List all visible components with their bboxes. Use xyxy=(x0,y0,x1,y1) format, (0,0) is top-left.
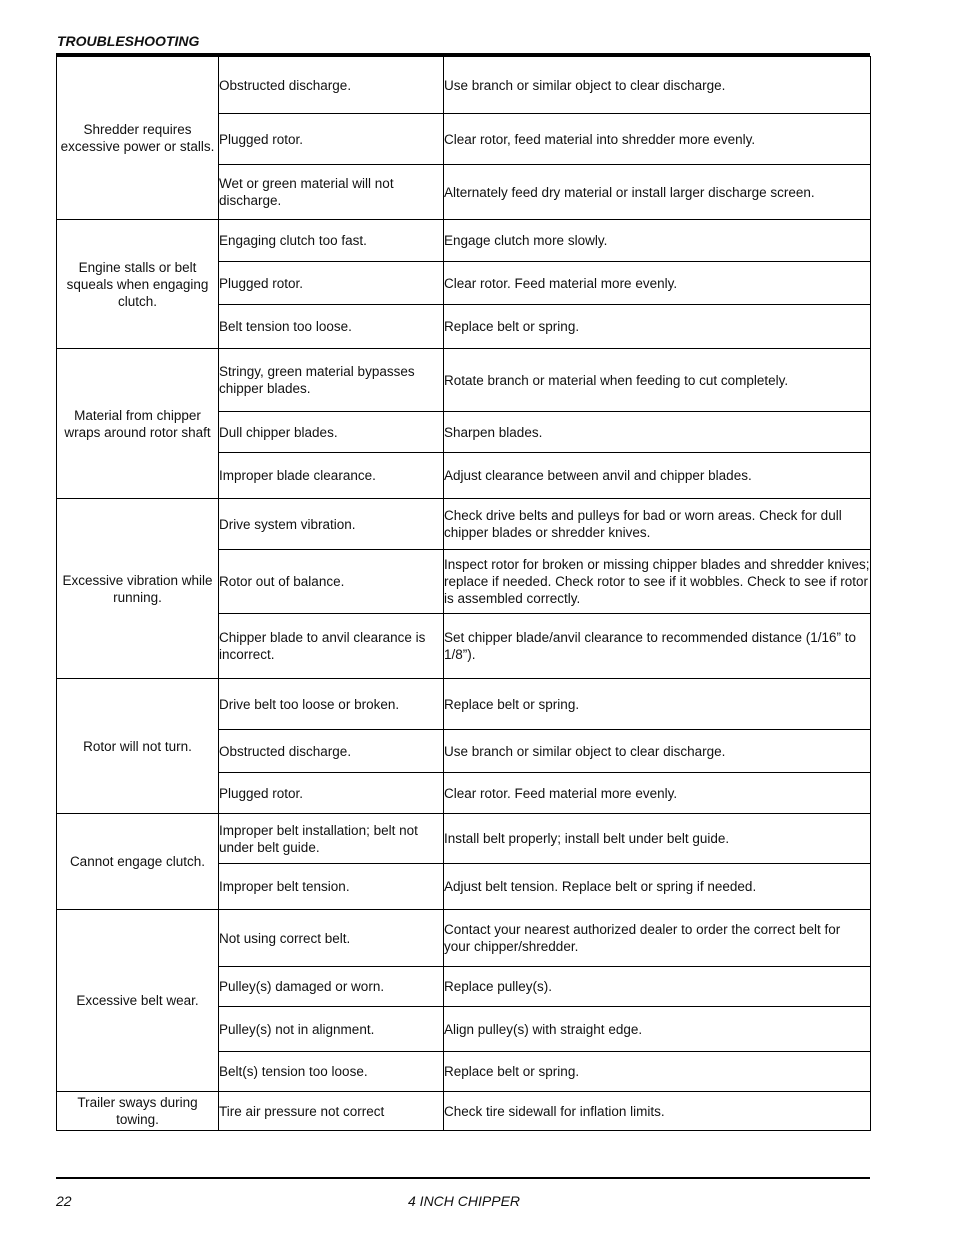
cause-cell: Improper belt tension. xyxy=(219,864,444,910)
cause-cell: Drive system vibration. xyxy=(219,499,444,550)
remedy-cell: Use branch or similar object to clear discharge. xyxy=(444,57,871,114)
remedy-cell: Alternately feed dry material or install larger discharge screen. xyxy=(444,165,871,220)
cause-cell: Obstructed discharge. xyxy=(219,57,444,114)
footer-divider xyxy=(56,1177,870,1179)
table-row xyxy=(57,499,871,550)
remedy-cell: Use branch or similar object to clear discharge. xyxy=(444,730,871,773)
troubleshooting-table xyxy=(56,56,871,1131)
table-row xyxy=(57,220,871,262)
cause-cell: Not using correct belt. xyxy=(219,910,444,967)
problem-cell: Shredder requires excessive power or stalls. xyxy=(57,57,219,220)
remedy-cell: Engage clutch more slowly. xyxy=(444,220,871,262)
cause-cell: Improper blade clearance. xyxy=(219,453,444,499)
cause-cell: Plugged rotor. xyxy=(219,773,444,814)
cause-cell: Rotor out of balance. xyxy=(219,550,444,614)
remedy-cell: Adjust clearance between anvil and chipper blades. xyxy=(444,453,871,499)
remedy-cell: Contact your nearest authorized dealer to order the correct belt for your chipper/shredder. xyxy=(444,910,871,967)
cause-cell: Belt(s) tension too loose. xyxy=(219,1052,444,1092)
remedy-cell: Check tire sidewall for inflation limits. xyxy=(444,1092,871,1131)
problem-cell: Engine stalls or belt squeals when engaging clutch. xyxy=(57,220,219,349)
remedy-cell: Sharpen blades. xyxy=(444,412,871,453)
problem-cell: Material from chipper wraps around rotor shaft xyxy=(57,349,219,499)
cause-cell: Belt tension too loose. xyxy=(219,305,444,349)
cause-cell: Dull chipper blades. xyxy=(219,412,444,453)
table-row xyxy=(57,910,871,967)
cause-cell: Pulley(s) damaged or worn. xyxy=(219,967,444,1007)
table-row xyxy=(57,814,871,864)
remedy-cell: Rotate branch or material when feeding to cut completely. xyxy=(444,349,871,412)
problem-cell: Rotor will not turn. xyxy=(57,679,219,814)
table-row xyxy=(57,349,871,412)
remedy-cell: Replace belt or spring. xyxy=(444,679,871,730)
problem-cell: Excessive vibration while running. xyxy=(57,499,219,679)
remedy-cell: Check drive belts and pulleys for bad or worn areas. Check for dull chipper blades or shredder knives. xyxy=(444,499,871,550)
cause-cell: Pulley(s) not in alignment. xyxy=(219,1007,444,1052)
remedy-cell: Replace belt or spring. xyxy=(444,1052,871,1092)
cause-cell: Drive belt too loose or broken. xyxy=(219,679,444,730)
table-row xyxy=(57,1092,871,1131)
remedy-cell: Align pulley(s) with straight edge. xyxy=(444,1007,871,1052)
remedy-cell: Set chipper blade/anvil clearance to recommended distance (1/16” to 1/8”). xyxy=(444,614,871,679)
document-name: 4 INCH CHIPPER xyxy=(408,1193,521,1209)
table-row xyxy=(57,57,871,114)
cause-cell: Wet or green material will not discharge. xyxy=(219,165,444,220)
cause-cell: Tire air pressure not correct xyxy=(219,1092,444,1131)
remedy-cell: Replace pulley(s). xyxy=(444,967,871,1007)
remedy-cell: Clear rotor. Feed material more evenly. xyxy=(444,262,871,305)
cause-cell: Improper belt installation; belt not under belt guide. xyxy=(219,814,444,864)
section-title: TROUBLESHOOTING xyxy=(57,33,200,49)
cause-cell: Plugged rotor. xyxy=(219,114,444,165)
cause-cell: Plugged rotor. xyxy=(219,262,444,305)
cause-cell: Chipper blade to anvil clearance is incorrect. xyxy=(219,614,444,679)
remedy-cell: Clear rotor, feed material into shredder more evenly. xyxy=(444,114,871,165)
cause-cell: Engaging clutch too fast. xyxy=(219,220,444,262)
problem-cell: Cannot engage clutch. xyxy=(57,814,219,910)
remedy-cell: Clear rotor. Feed material more evenly. xyxy=(444,773,871,814)
remedy-cell: Inspect rotor for broken or missing chipper blades and shredder knives; replace if needed. Check rotor to see if it wobbles. Check to see if rotor is assembled correctly. xyxy=(444,550,871,614)
table-row xyxy=(57,679,871,730)
cause-cell: Stringy, green material bypasses chipper blades. xyxy=(219,349,444,412)
problem-cell: Trailer sways during towing. xyxy=(57,1092,219,1131)
cause-cell: Obstructed discharge. xyxy=(219,730,444,773)
problem-cell: Excessive belt wear. xyxy=(57,910,219,1092)
remedy-cell: Adjust belt tension. Replace belt or spring if needed. xyxy=(444,864,871,910)
remedy-cell: Replace belt or spring. xyxy=(444,305,871,349)
remedy-cell: Install belt properly; install belt under belt guide. xyxy=(444,814,871,864)
troubleshooting-table-body xyxy=(57,57,871,1131)
page-number: 22 xyxy=(56,1193,72,1209)
